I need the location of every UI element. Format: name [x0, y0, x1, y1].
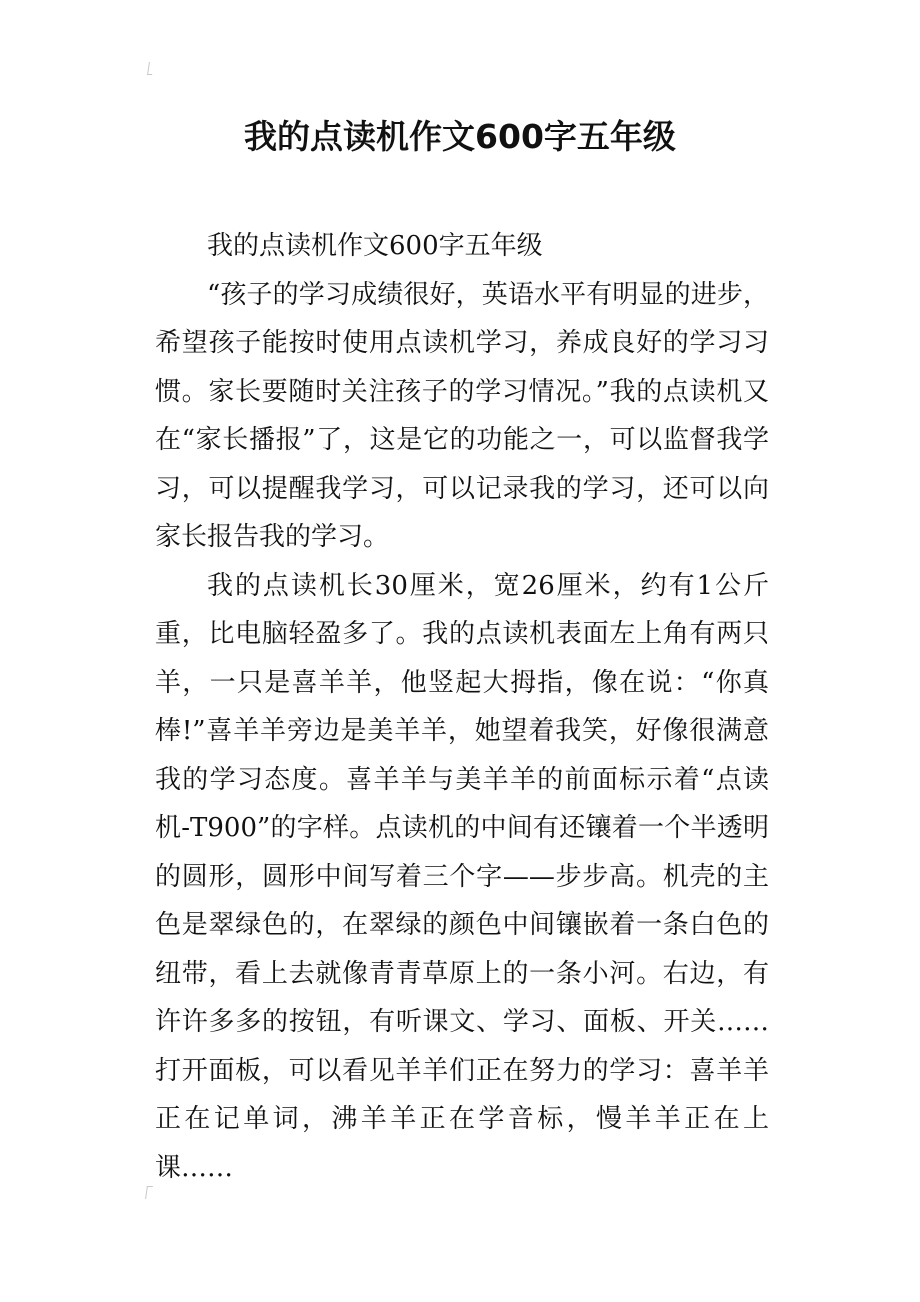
document-title: 我的点读机作文600字五年级 [244, 117, 676, 156]
paragraph-intro: “孩子的学习成绩很好，英语水平有明显的进步，希望孩子能按时使用点读机学习，养成良好的学习习惯。家长要随时关注孩子的学习情况。”我的点读机又在“家长播报”了，这是它的功能之一，可以监督我学习，可以提醒我学习，可以记录我的学习，还可以向家长报告我的学习。 [155, 279, 769, 552]
page-corner-mark-bottom [145, 1186, 153, 1199]
paragraph-description: 我的点读机长30厘米，宽26厘米，约有1公斤重，比电脑轻盈多了。我的点读机表面左上角有两只羊，一只是喜羊羊，他竖起大拇指，像在说：“你真棒!”喜羊羊旁边是美羊羊，她望着我笑，好像很满意我的学习态度。喜羊羊与美羊羊的前面标示着“点读机-T900”的字样。点读机的中间有还镶着一个半透明的圆形，圆形中间写着三个字——步步高。机壳的主色是翠绿色的，在翠绿的颜色中间镶嵌着一条白色的纽带，看上去就像青青草原上的一条小河。右边，有许许多多的按钮，有听课文、学习、面板、开关……打开面板，可以看见羊羊们正在努力的学习：喜羊羊正在记单词，沸羊羊正在学音标，慢羊羊正在上课…… [155, 570, 769, 1183]
page-corner-mark-top [147, 62, 154, 75]
document-body [155, 222, 769, 1192]
paragraph-subtitle: 我的点读机作文600字五年级 [207, 231, 543, 261]
